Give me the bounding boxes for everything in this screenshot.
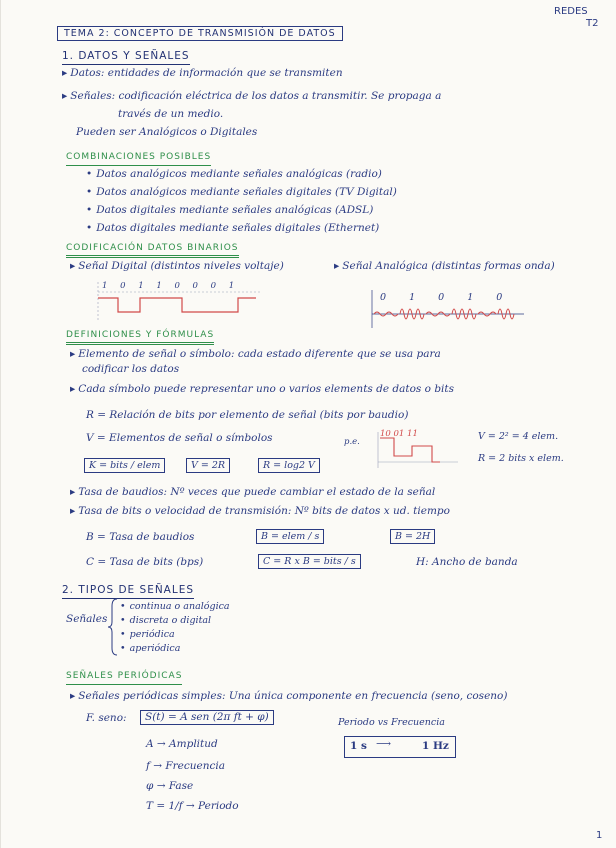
signal-type-item: • discreta o digital [120, 614, 211, 627]
arrow-icon: ⟶ [376, 738, 392, 750]
formula-V: V = 2R [186, 458, 230, 473]
period-def: T = 1/f → Periodo [146, 800, 239, 812]
simple-periodic-definition: ▸ Señales periódicas simples: Una única componente en frecuencia (seno, coseno) [70, 690, 507, 703]
sine-function-label: F. seno: [86, 712, 127, 724]
combination-item: • Datos analógicos mediante señales analógicas (radio) [86, 168, 382, 181]
periodic-heading: SEÑALES PERIÓDICAS [66, 670, 182, 685]
section-2-heading: 2. TIPOS DE SEÑALES [62, 584, 194, 599]
symbol-representation: ▸ Cada símbolo puede representar uno o varios elements de datos o bits [70, 383, 454, 396]
amplitude-def: A → Amplitud [146, 738, 218, 750]
formula-B-nyquist: B = 2H [390, 529, 435, 544]
signal-types: Pueden ser Analógicos o Digitales [76, 126, 258, 138]
analog-waveform [368, 290, 528, 330]
corner-topic: T2 [586, 18, 599, 29]
coding-heading: CODIFICACIÓN DATOS BINARIOS [66, 242, 239, 258]
signal-type-item: • continua o analógica [120, 600, 230, 613]
senales-definition-cont: través de un medio. [118, 108, 224, 120]
formula-bits-per-elem: K = bits / elem [84, 458, 165, 473]
H-definition: H: Ancho de banda [416, 556, 518, 568]
margin-line [0, 0, 1, 848]
B-definition: B = Tasa de baudios [86, 531, 195, 543]
combination-item: • Datos digitales mediante señales analógicas (ADSL) [86, 204, 373, 217]
element-definition-cont: codificar los datos [82, 363, 180, 375]
combination-item: • Datos analógicos mediante señales digitales (TV Digital) [86, 186, 397, 199]
sine-formula: S(t) = A sen (2π ft + φ) [140, 710, 274, 725]
signal-type-item: • aperiódica [120, 642, 180, 655]
frequency-def: f → Frecuencia [146, 760, 225, 772]
senales-definition: ▸ Señales: codificación eléctrica de los datos a transmitir. Se propaga a [62, 90, 441, 103]
formula-R-log: R = log2 V [258, 458, 320, 473]
corner-subject: REDES [554, 6, 588, 17]
brace [108, 598, 118, 656]
V-definition: V = Elementos de señal o símbolos [86, 432, 273, 444]
period-vs-frequency: Periodo vs Frecuencia [338, 717, 445, 728]
section-1-heading: 1. DATOS Y SEÑALES [62, 50, 190, 65]
formula-C: C = R x B = bits / s [258, 554, 361, 569]
combination-item: • Datos digitales mediante señales digitales (Ethernet) [86, 222, 379, 235]
period-unit: 1 s [350, 740, 367, 752]
analog-bits: 0 1 0 1 0 [380, 292, 513, 303]
datos-definition: ▸ Datos: entidades de información que se transmiten [62, 67, 343, 80]
analog-signal-label: ▸ Señal Analógica (distintas formas onda) [334, 260, 555, 273]
page-number: 1 [596, 830, 603, 841]
signal-type-item: • periódica [120, 628, 175, 641]
R-definition: R = Relación de bits por elemento de señal (bits por baudio) [86, 409, 409, 421]
signals-label: Señales [66, 613, 108, 625]
bit-rate-definition: ▸ Tasa de bits o velocidad de transmisión: Nº bits de datos x ud. tiempo [70, 505, 450, 518]
example-bits: 10 01 11 [380, 429, 418, 439]
formula-B: B = elem / s [256, 529, 324, 544]
digital-bits: 1 0 1 1 0 0 0 1 [102, 281, 240, 291]
example-waveform [376, 432, 462, 470]
digital-waveform [96, 282, 262, 322]
frequency-unit: 1 Hz [422, 740, 449, 752]
element-definition: ▸ Elemento de señal o símbolo: cada estado diferente que se usa para [70, 348, 441, 361]
example-R: R = 2 bits x elem. [478, 453, 564, 464]
combinations-heading: COMBINACIONES POSIBLES [66, 151, 211, 166]
page-title: TEMA 2: CONCEPTO DE TRANSMISIÓN DE DATOS [57, 26, 343, 41]
definitions-heading: DEFINICIONES Y FÓRMULAS [66, 329, 214, 345]
example-label: p.e. [344, 437, 360, 447]
digital-signal-label: ▸ Señal Digital (distintos niveles voltaje) [70, 260, 284, 273]
phase-def: φ → Fase [146, 780, 194, 792]
C-definition: C = Tasa de bits (bps) [86, 556, 204, 568]
example-V: V = 2² = 4 elem. [478, 431, 559, 442]
baud-rate-definition: ▸ Tasa de baudios: Nº veces que puede cambiar el estado de la señal [70, 486, 435, 499]
